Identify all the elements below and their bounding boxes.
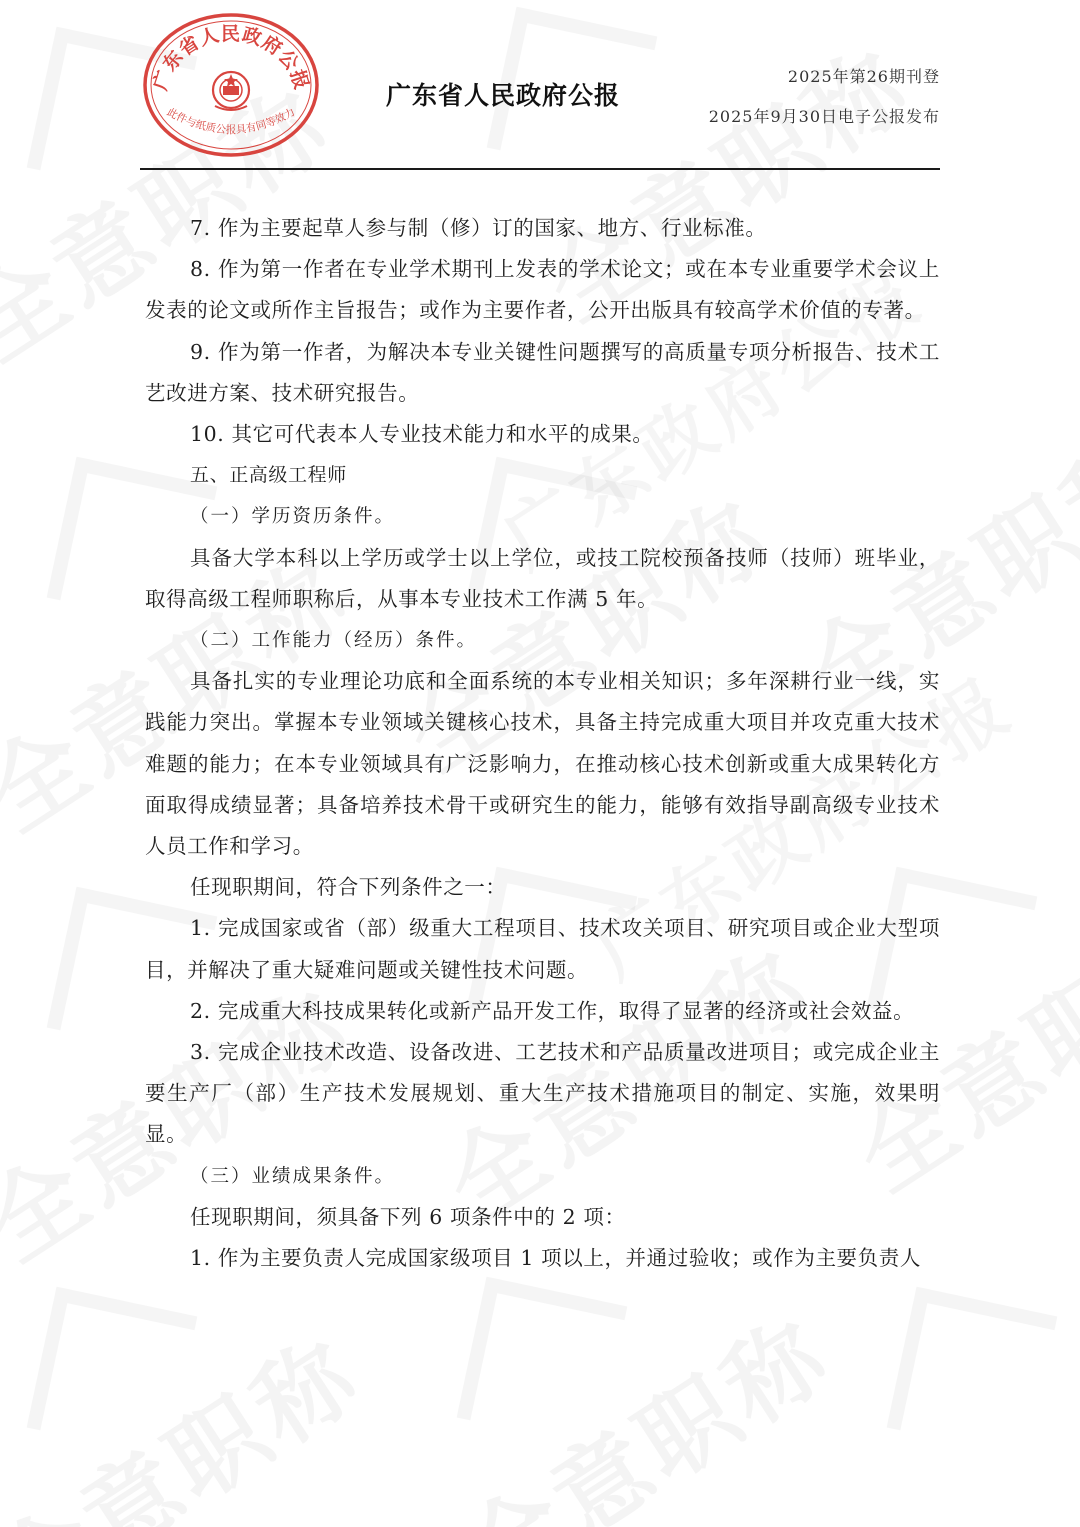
watermark-chevron-icon — [887, 1287, 1058, 1458]
body-paragraph: 1. 作为主要负责人完成国家级项目 1 项以上，并通过验收；或作为主要负责人 — [190, 1246, 921, 1271]
watermark-text — [436, 1280, 853, 1527]
body-paragraph: 具备扎实的专业理论功底和全面系统的本专业相关知识；多年深耕行业一线，实践能力突出。掌握本专业领域关键核心技术，具备主持完成重大项目并攻克重大技术难题的能力；在本专业领域具有广泛影响力，在推动核心技术创新或重大成果转化方面取得成绩显著；具备培养技术骨干或研究生的能力，能够有效指导副高级专业技术人员工作和学习。 — [145, 669, 940, 859]
body-paragraph: 10. 其它可代表本人专业技术能力和水平的成果。 — [190, 422, 654, 447]
gazette-title: 广东省人民政府公报 — [386, 81, 621, 110]
publish-date: 2025年9月30日电子公报发布 — [708, 107, 940, 126]
subsection-heading: （二）工作能力（经历）条件。 — [190, 630, 478, 652]
body-paragraph: 2. 完成重大科技成果转化或新产品开发工作，取得了显著的经济或社会效益。 — [190, 998, 915, 1023]
seal-bottom-text: 此件与纸质公报具有同等效力 — [164, 106, 298, 136]
body-paragraph: 9. 作为第一作者，为解决本专业关键性问题撰写的高质量专项分析报告、技术工艺改进方案、技术研究报告。 — [145, 339, 940, 405]
subsection-heading: （三）业绩成果条件。 — [190, 1165, 396, 1187]
body-paragraph: 3. 完成企业技术改造、设备改进、工艺技术和产品质量改进项目；或完成企业主要生产厂（部）生产技术发展规划、重大生产技术措施项目的制定、实施，效果明显。 — [145, 1040, 940, 1147]
gazette-header — [140, 0, 940, 172]
watermark-chevron-icon — [27, 1287, 198, 1458]
watermark-text — [0, 1300, 382, 1527]
subsection-heading: （一）学历资历条件。 — [190, 506, 396, 528]
document-body — [145, 208, 940, 1279]
body-paragraph: 8. 作为第一作者在专业学术期刊上发表的学术论文；或在本专业重要学术会议上发表的论文或所作主旨报告；或作为主要作者，公开出版具有较高学术价值的专著。 — [145, 257, 940, 323]
body-paragraph: 任现职期间，须具备下列 6 项条件中的 2 项： — [190, 1204, 626, 1229]
header-divider — [140, 168, 940, 170]
section-heading: 五、正高级工程师 — [190, 464, 347, 487]
seal-top-text: 广东省人民政府公报 — [149, 22, 313, 93]
issue-number: 2025年第26期刊登 — [787, 67, 940, 86]
national-emblem-icon — [213, 72, 249, 110]
body-paragraph: 具备大学本科以上学历或学士以上学位，或技工院校预备技师（技师）班毕业，取得高级工程师职称后，从事本专业技术工作满 5 年。 — [145, 545, 940, 611]
body-paragraph: 任现职期间，符合下列条件之一： — [190, 875, 507, 900]
body-paragraph: 7. 作为主要起草人参与制（修）订的国家、地方、行业标准。 — [190, 216, 767, 240]
official-seal — [140, 10, 322, 160]
body-paragraph: 1. 完成国家或省（部）级重大工程项目、技术攻关项目、研究项目或企业大型项目，并解决了重大疑难问题或关键性技术问题。 — [145, 916, 940, 982]
watermark-chevron-icon — [457, 1277, 628, 1448]
